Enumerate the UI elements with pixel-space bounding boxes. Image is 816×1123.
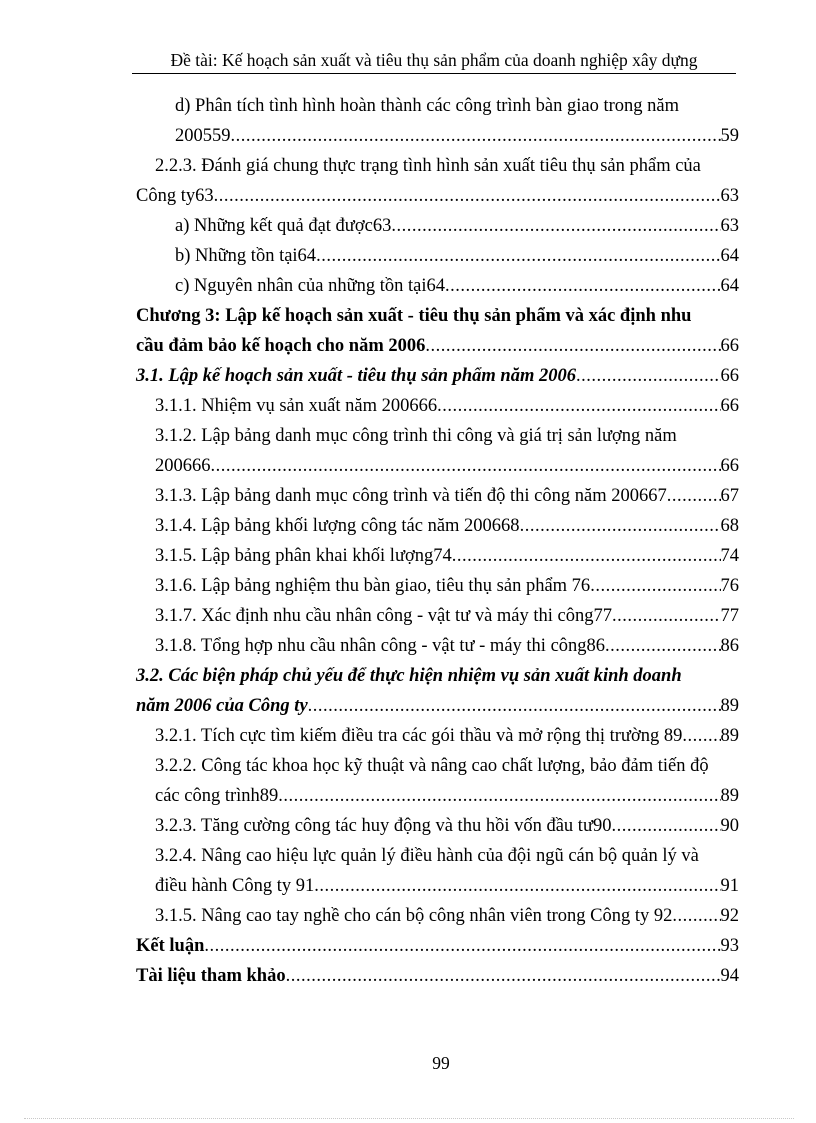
toc-page-number: 66 <box>720 336 739 356</box>
toc-chapter-line <box>136 304 731 328</box>
toc-page-number: 64 <box>720 246 739 266</box>
dot-leader <box>204 934 720 958</box>
toc-entry-text: a) Những kết quả đạt được63 <box>175 216 392 236</box>
toc-page-number: 93 <box>720 936 739 956</box>
toc-entry-line <box>155 844 731 868</box>
toc-chapter-text: cầu đảm bảo kế hoạch cho năm 2006 <box>136 336 426 356</box>
toc-page-number: 89 <box>720 726 739 746</box>
dot-leader <box>667 484 721 508</box>
toc-references[interactable] <box>136 964 739 988</box>
toc-entry[interactable] <box>136 184 739 208</box>
toc-page-number: 77 <box>720 606 739 626</box>
toc-entry-text: 3.1.5. Lập bảng phân khai khối lượng74 <box>155 546 452 566</box>
toc-page-number: 59 <box>720 126 739 146</box>
dot-leader <box>391 214 720 238</box>
toc-entry-text: các công trình89 <box>155 786 279 806</box>
toc-page-number: 74 <box>720 546 739 566</box>
toc-entry-text: 3.1.4. Lập bảng khối lượng công tác năm 200668 <box>155 516 520 536</box>
dot-leader <box>286 964 721 988</box>
toc-entry-text: 3.1.5. Nâng cao tay nghề cho cán bộ công nhân viên trong Công ty 92 <box>155 906 673 926</box>
toc-entry[interactable] <box>155 784 739 808</box>
dot-leader <box>425 334 720 358</box>
dot-leader <box>214 184 721 208</box>
toc-entry-text: 200666 <box>155 456 211 476</box>
toc-entry[interactable] <box>175 214 739 238</box>
toc-section-text: 3.1. Lập kế hoạch sản xuất - tiêu thụ sản phẩm năm 2006 <box>136 366 576 386</box>
toc-section[interactable] <box>136 364 739 388</box>
page-bottom-divider <box>24 1118 794 1119</box>
dot-leader <box>308 694 721 718</box>
toc-entry[interactable] <box>155 604 739 628</box>
toc-page-number: 64 <box>720 276 739 296</box>
toc-entry-text: b) Những tồn tại64 <box>175 246 317 266</box>
toc-page-number: 66 <box>720 366 739 386</box>
toc-page-number: 67 <box>720 486 739 506</box>
toc-section[interactable] <box>136 694 739 718</box>
toc-entry-text: 3.2.3. Tăng cường công tác huy động và thu hồi vốn đầu tư90 <box>155 816 612 836</box>
toc-chapter[interactable] <box>136 334 739 358</box>
toc-entry[interactable] <box>155 904 739 928</box>
running-header: Đề tài: Kế hoạch sản xuất và tiêu thụ sản phẩm của doanh nghiệp xây dựng <box>132 49 736 74</box>
toc-entry-text: 3.2.1. Tích cực tìm kiếm điều tra các gói thầu và mở rộng thị trường 89 <box>155 726 683 746</box>
toc-entry[interactable] <box>155 724 739 748</box>
toc-page-number: 68 <box>720 516 739 536</box>
dot-leader <box>437 394 720 418</box>
toc-entry-text: 3.1.8. Tổng hợp nhu cầu nhân công - vật tư - máy thi công86 <box>155 636 606 656</box>
toc-entry[interactable] <box>175 274 739 298</box>
toc-entry-text: c) Nguyên nhân của những tồn tại64 <box>175 276 445 296</box>
toc-page-number: 63 <box>720 216 739 236</box>
toc-page-number: 90 <box>720 816 739 836</box>
toc-entry-line <box>155 424 731 448</box>
toc-entry-line <box>155 754 731 778</box>
toc-section-line <box>136 664 731 688</box>
dot-leader <box>605 634 720 658</box>
toc-entry[interactable] <box>175 124 739 148</box>
toc-entry-line <box>175 94 731 118</box>
toc-page-number: 92 <box>720 906 739 926</box>
toc-entry[interactable] <box>155 484 739 508</box>
toc-entry[interactable] <box>175 244 739 268</box>
toc-entry[interactable] <box>155 634 739 658</box>
toc-section-text: năm 2006 của Công ty <box>136 696 308 716</box>
toc-entry-text: 3.1.3. Lập bảng danh mục công trình và tiến độ thi công năm 200667 <box>155 486 667 506</box>
toc-entry[interactable] <box>155 394 739 418</box>
toc-entry-text: d) Phân tích tình hình hoàn thành các công trình bàn giao trong năm <box>175 96 680 116</box>
toc-entry[interactable] <box>155 454 739 478</box>
toc-page-number: 89 <box>720 696 739 716</box>
dot-leader <box>316 244 720 268</box>
toc-entry[interactable] <box>155 544 739 568</box>
dot-leader <box>278 784 720 808</box>
toc-chapter-text: Kết luận <box>136 936 205 956</box>
toc-page-number: 66 <box>720 396 739 416</box>
toc-entry-text: 3.1.1. Nhiệm vụ sản xuất năm 200666 <box>155 396 438 416</box>
toc-chapter-text: Tài liệu tham khảo <box>136 966 286 986</box>
toc-chapter-text: Chương 3: Lập kế hoạch sản xuất - tiêu thụ sản phẩm và xác định nhu <box>136 306 692 326</box>
dot-leader <box>612 604 721 628</box>
toc-conclusion[interactable] <box>136 934 739 958</box>
toc-entry[interactable] <box>155 574 739 598</box>
toc-entry-text: 3.2.2. Công tác khoa học kỹ thuật và nâng cao chất lượng, bảo đảm tiến độ <box>155 756 709 776</box>
dot-leader <box>520 514 721 538</box>
toc-entry-line <box>155 154 731 178</box>
toc-page-number: 63 <box>720 186 739 206</box>
dot-leader <box>211 454 721 478</box>
toc-page-number: 89 <box>720 786 739 806</box>
toc-page-number: 66 <box>720 456 739 476</box>
dot-leader <box>682 724 720 748</box>
toc-page-number: 91 <box>720 876 739 896</box>
toc-entry-text: 3.1.6. Lập bảng nghiệm thu bàn giao, tiêu thụ sản phẩm 76 <box>155 576 591 596</box>
toc-entry-text: 3.1.2. Lập bảng danh mục công trình thi công và giá trị sản lượng năm <box>155 426 677 446</box>
toc-entry-text: Công ty63 <box>136 186 214 206</box>
dot-leader <box>611 814 720 838</box>
dot-leader <box>445 274 721 298</box>
toc-section-text: 3.2. Các biện pháp chủ yếu để thực hiện nhiệm vụ sản xuất kinh doanh <box>136 666 682 686</box>
toc-page-number: 76 <box>720 576 739 596</box>
toc-entry-text: 3.1.7. Xác định nhu cầu nhân công - vật tư và máy thi công77 <box>155 606 612 626</box>
page-number: 99 <box>432 1053 450 1073</box>
toc-entry[interactable] <box>155 874 739 898</box>
dot-leader <box>452 544 721 568</box>
dot-leader <box>314 874 720 898</box>
toc-page-number: 94 <box>720 966 739 986</box>
toc-entry-text: 2.2.3. Đánh giá chung thực trạng tình hình sản xuất tiêu thụ sản phẩm của <box>155 156 701 176</box>
dot-leader <box>590 574 720 598</box>
dot-leader <box>231 124 721 148</box>
toc-page-number: 86 <box>720 636 739 656</box>
toc-entry-text: 3.2.4. Nâng cao hiệu lực quản lý điều hành của đội ngũ cán bộ quản lý và <box>155 846 699 866</box>
dot-leader <box>576 364 721 388</box>
toc-entry-text: điều hành Công ty 91 <box>155 876 315 896</box>
toc-entry[interactable] <box>155 814 739 838</box>
toc-entry-text: 200559 <box>175 126 231 146</box>
toc-entry[interactable] <box>155 514 739 538</box>
dot-leader <box>672 904 720 928</box>
